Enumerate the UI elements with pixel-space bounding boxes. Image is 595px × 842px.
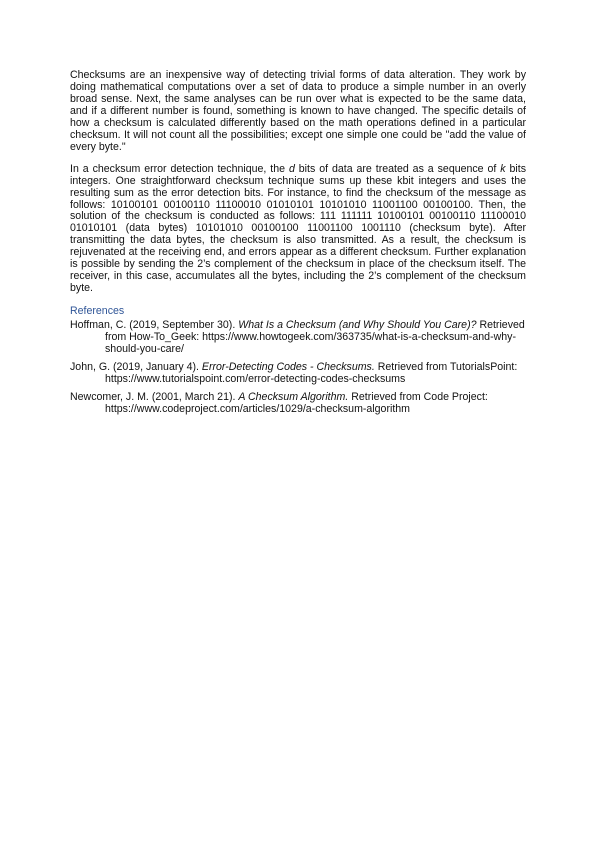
variable-k: k bbox=[500, 162, 506, 175]
body-paragraph-2 bbox=[70, 164, 526, 295]
paragraph-2-text-start: In a checksum error detection technique, the bbox=[70, 162, 289, 175]
reference-entry bbox=[70, 319, 526, 355]
variable-d: d bbox=[288, 162, 295, 175]
references-heading: References bbox=[70, 305, 125, 318]
reference-author: Hoffman, C. (2019, September 30). bbox=[70, 319, 239, 332]
reference-entry bbox=[70, 391, 526, 415]
reference-title: What Is a Checksum (and Why Should You Care)? bbox=[238, 319, 477, 332]
body-paragraph-1: Checksums are an inexpensive way of detecting trivial forms of data alteration. They work by doing mathematical computations over a set of data to produce a simple number in an overly broad sense. Next, the same analyses can be run over what is expected to be the same data, and if a different number is found, something is known to have changed. The specific details of how a checksum is calculated differently based on the math operations defined in a particular checksum. It will not count all the possibilities; except one simple one could be "add the value of every byte." bbox=[70, 69, 526, 153]
reference-author: Newcomer, J. M. (2001, March 21). bbox=[70, 391, 239, 404]
document-page bbox=[70, 70, 526, 421]
reference-source: Retrieved from Code Project: https://www.codeproject.com/articles/1029/a-checksum-algorithm bbox=[105, 391, 488, 416]
reference-source: Retrieved from TutorialsPoint: https://www.tutorialspoint.com/error-detecting-codes-checksums bbox=[105, 361, 518, 386]
reference-author: John, G. (2019, January 4). bbox=[70, 361, 202, 374]
reference-title: Error-Detecting Codes - Checksums. bbox=[201, 361, 375, 374]
paragraph-2-text-end: bits integers. One straightforward checksum technique sums up these kbit integers and uses the resulting sum as the error detection bits. For instance, to find the checksum of the message as follows: 10100101 00100110 11100010 01010101 10101010 11001100 00100100. Then, the solution of the checksum is conducted as follows: 111 111111 10100101 00100110 11100010 01010101 (data bytes) 10101010 00100100 11001100 1001110 (checksum byte). After transmitting the data bytes, the checksum is also transmitted. As a result, the checksum is rejuvenated at the receiving end, and errors appear as a different checksum. Further explanation is possible by sending the 2’s complement of the checksum in place of the checksum itself. The receiver, in this case, accumulates all the bytes, including the 2’s complement of the checksum byte. bbox=[70, 162, 526, 295]
reference-source: Retrieved from How-To_Geek: https://www.howtogeek.com/363735/what-is-a-checksum-and-why-should-you-care/ bbox=[105, 319, 525, 356]
reference-entry bbox=[70, 361, 526, 385]
paragraph-2-text-middle: bits of data are treated as a sequence of bbox=[294, 162, 501, 175]
reference-title: A Checksum Algorithm. bbox=[238, 391, 349, 404]
